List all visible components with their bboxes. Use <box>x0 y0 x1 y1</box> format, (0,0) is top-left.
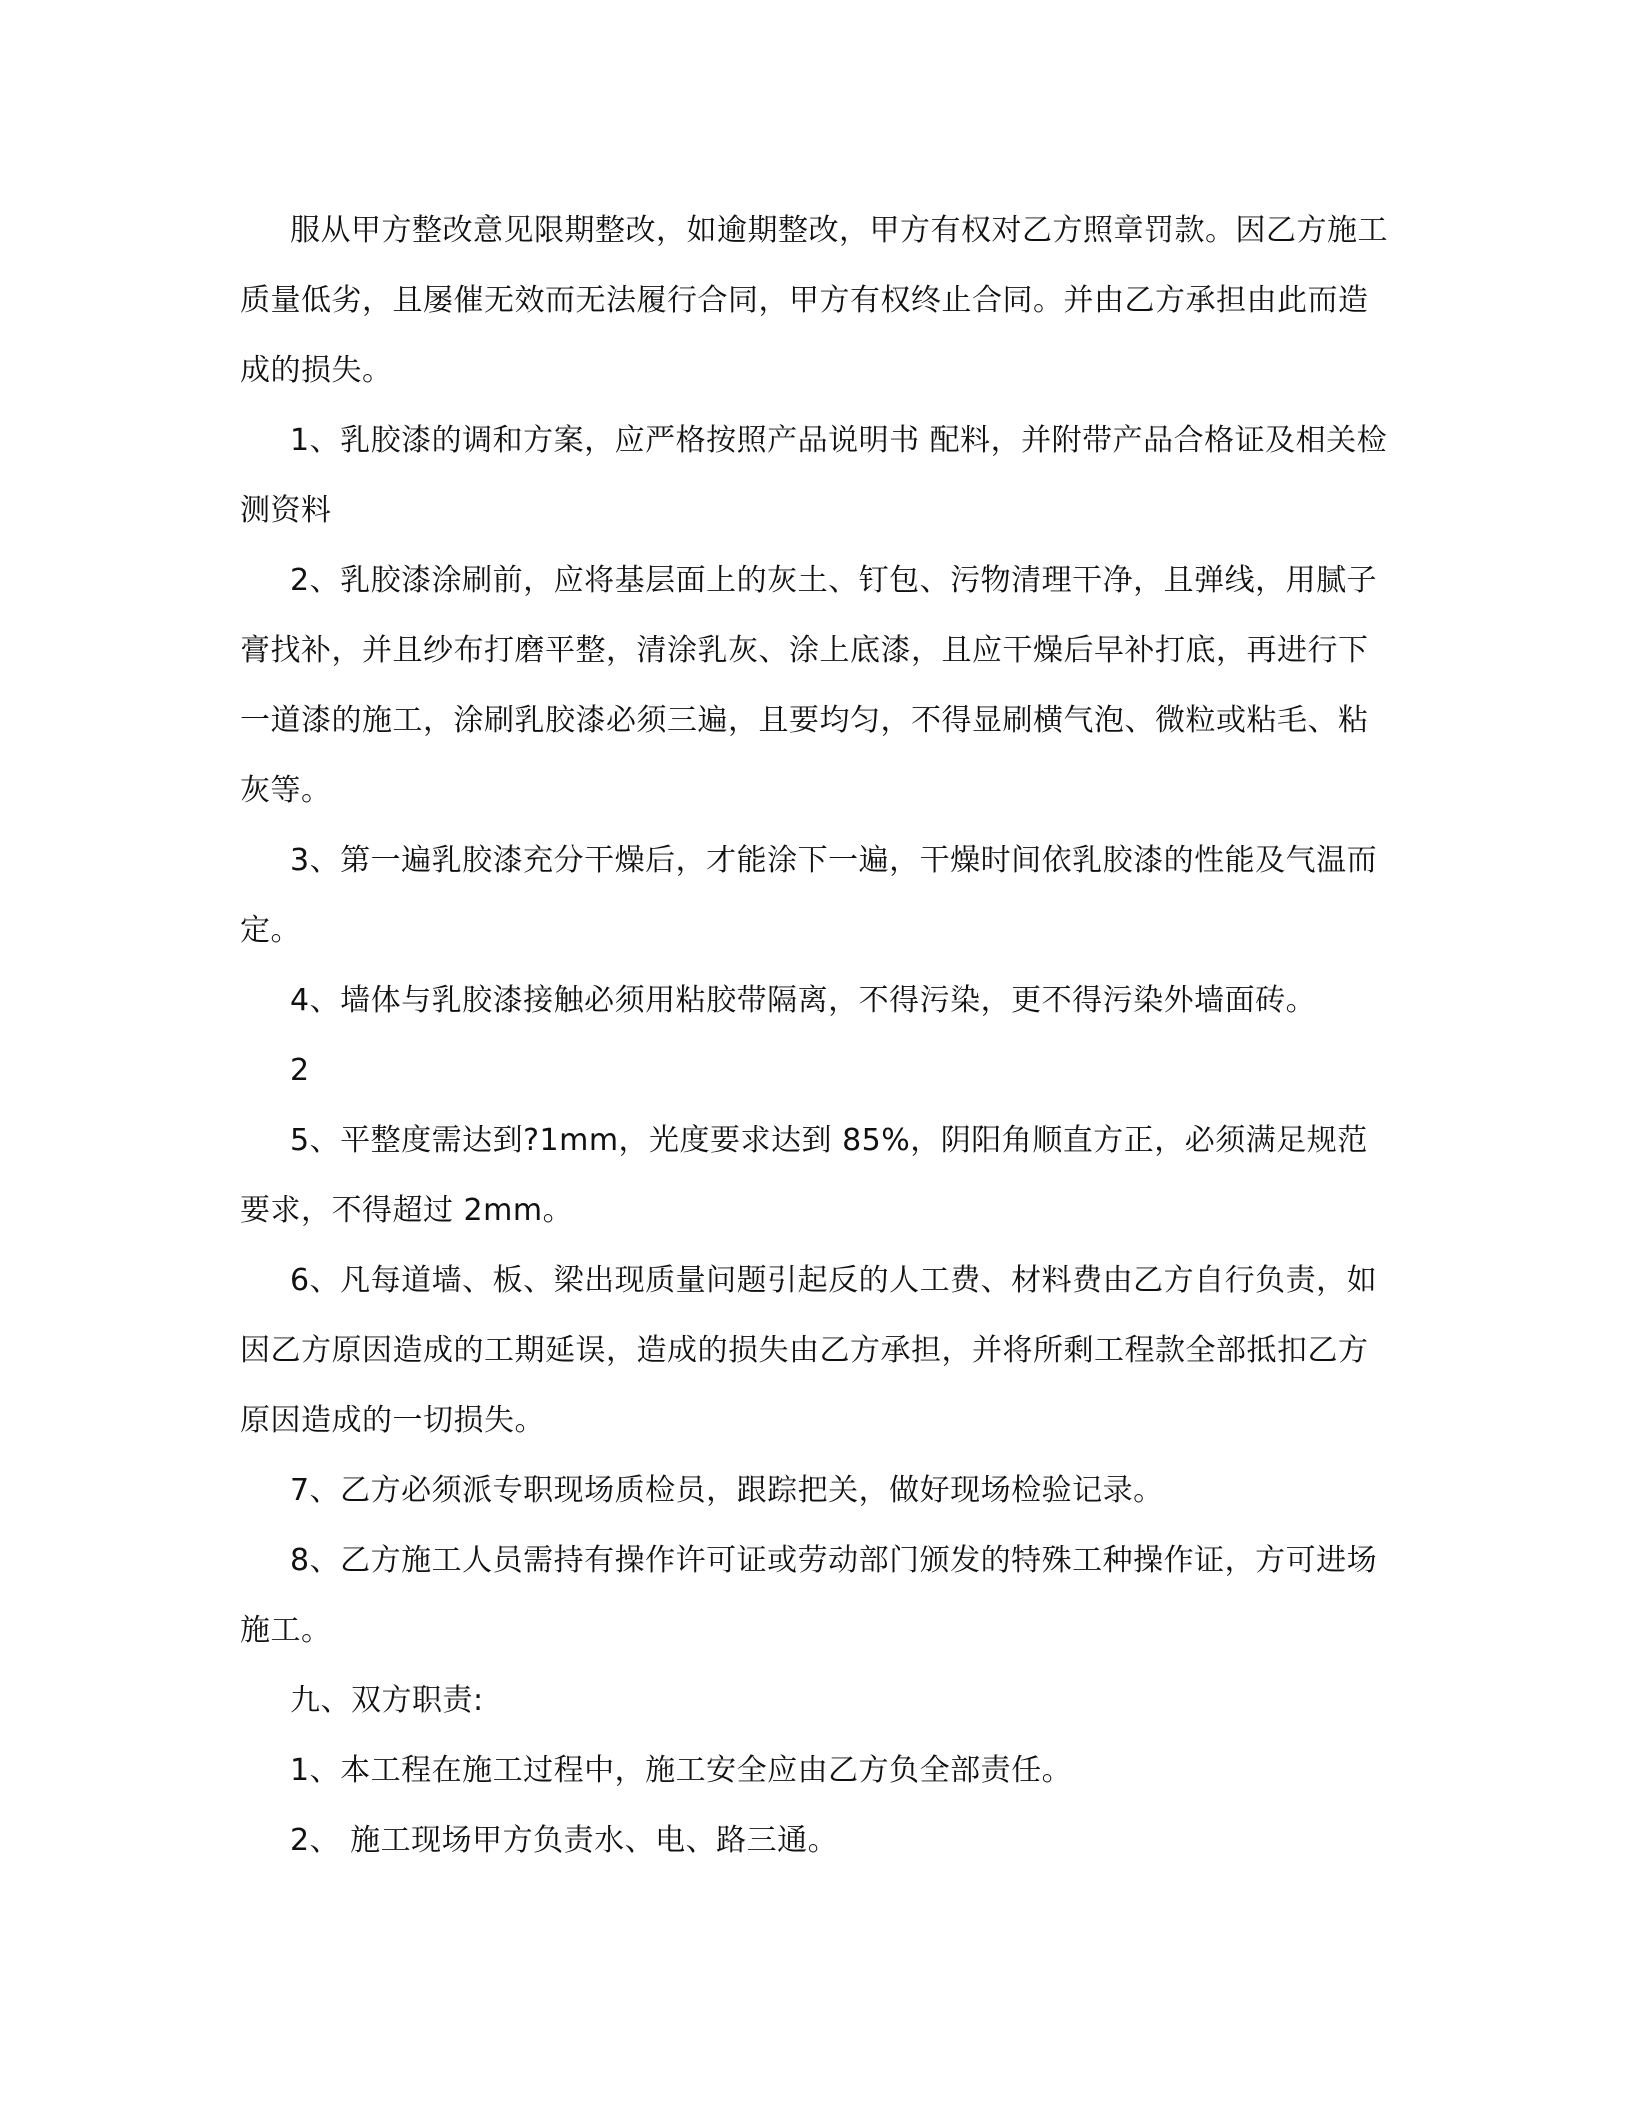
paragraph-duty-2-utilities: 2、 施工现场甲方负责水、电、路三通。 <box>290 1823 839 1858</box>
document-body <box>240 196 1390 1876</box>
paragraph-item-4-isolation: 4、墙体与乳胶漆接触必须用粘胶带隔离，不得污染，更不得污染外墙面砖。 <box>290 983 1317 1018</box>
paragraph-item-2-preparation: 2、乳胶漆涂刷前，应将基层面上的灰土、钉包、污物清理干净，且弹线，用腻子膏找补，并且纱布打磨平整，清涂乳灰、涂上底漆，且应干燥后早补打底，再进行下一道漆的施工，涂刷乳胶漆必须三遍，且要均匀，不得显刷横气泡、微粒或粘毛、粘灰等。 <box>240 563 1378 808</box>
paragraph-item-7-inspector: 7、乙方必须派专职现场质检员，跟踪把关，做好现场检验记录。 <box>290 1473 1164 1508</box>
paragraph-rectification-penalty: 服从甲方整改意见限期整改，如逾期整改，甲方有权对乙方照章罚款。因乙方施工质量低劣，且屡催无效而无法履行合同，甲方有权终止合同。并由乙方承担由此而造成的损失。 <box>240 213 1388 388</box>
section-heading-responsibilities: 九、双方职责: <box>290 1683 484 1718</box>
paragraph-item-5-flatness: 5、平整度需达到?1mm，光度要求达到 85%，阴阳角顺直方正，必须满足规范要求，不得超过 2mm。 <box>240 1123 1368 1228</box>
paragraph-item-8-certificates: 8、乙方施工人员需持有操作许可证或劳动部门颁发的特殊工种操作证，方可进场施工。 <box>240 1543 1378 1648</box>
page-number: 2 <box>290 1053 310 1088</box>
paragraph-item-3-drying: 3、第一遍乳胶漆充分干燥后，才能涂下一遍，干燥时间依乳胶漆的性能及气温而定。 <box>240 843 1378 948</box>
paragraph-duty-1-safety: 1、本工程在施工过程中，施工安全应由乙方负全部责任。 <box>290 1753 1073 1788</box>
paragraph-item-1-mixing-plan: 1、乳胶漆的调和方案，应严格按照产品说明书 配料，并附带产品合格证及相关检测资料 <box>240 423 1388 528</box>
paragraph-item-6-quality-cost: 6、凡每道墙、板、梁出现质量问题引起反的人工费、材料费由乙方自行负责，如因乙方原因造成的工期延误，造成的损失由乙方承担，并将所剩工程款全部抵扣乙方原因造成的一切损失。 <box>240 1263 1378 1438</box>
